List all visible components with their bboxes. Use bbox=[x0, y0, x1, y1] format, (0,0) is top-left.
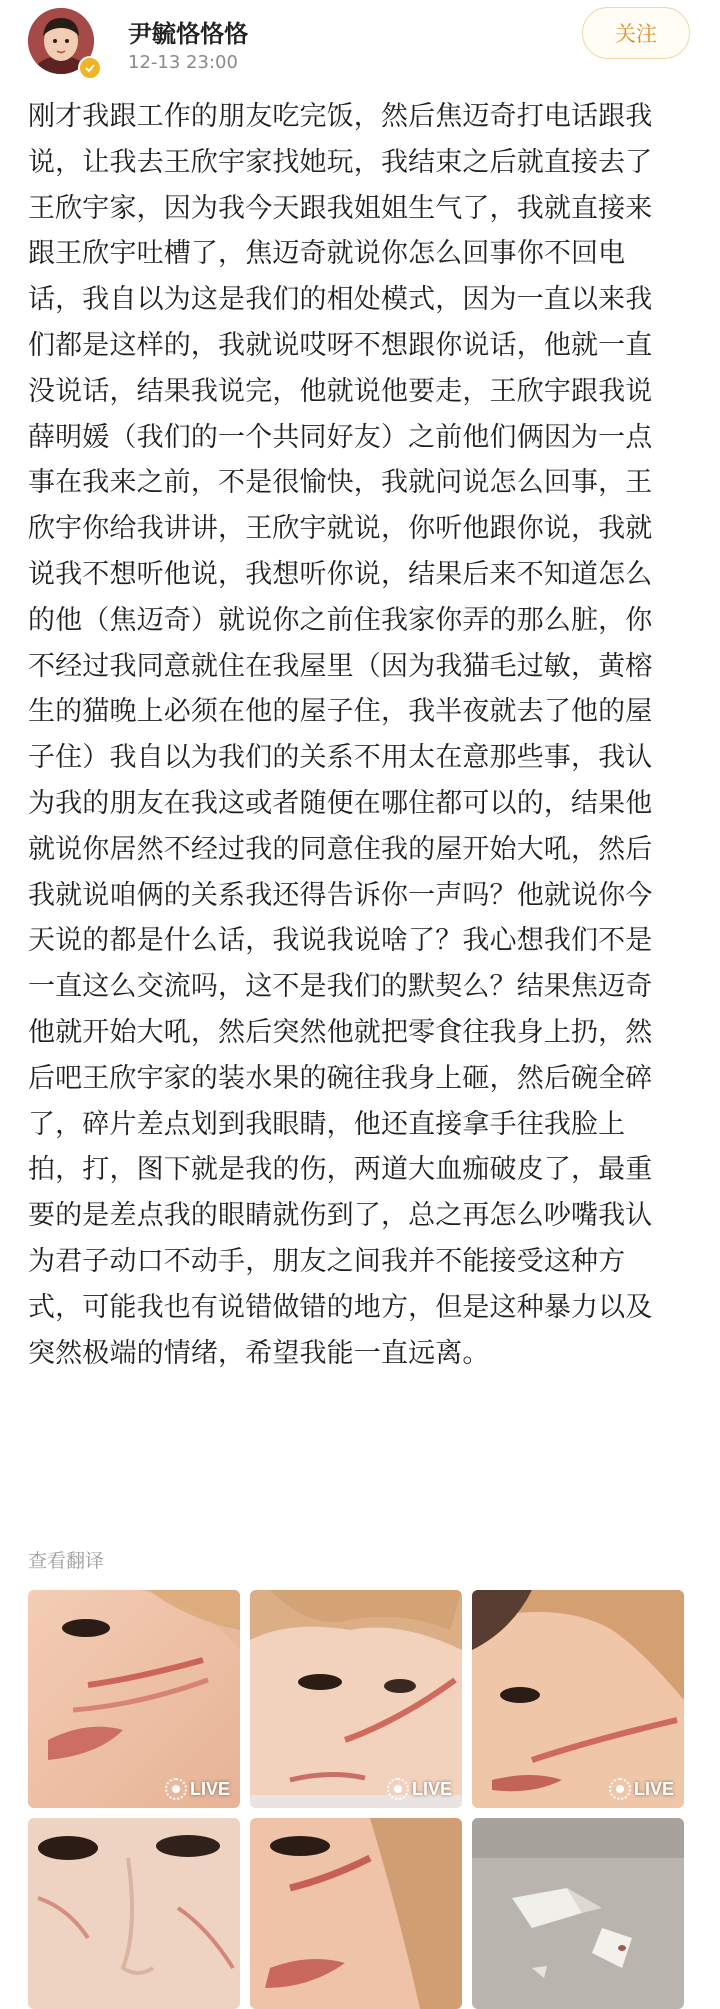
post-line: 薛明媛（我们的一个共同好友）之前他们俩因为一点 bbox=[28, 421, 653, 453]
live-photo-icon bbox=[609, 1778, 631, 1800]
post-line: 说我不想听他说，我想听你说，结果后来不知道怎么 bbox=[28, 558, 653, 590]
live-badge bbox=[387, 1778, 452, 1800]
post-line: 拍，打，图下就是我的伤，两道大血痂破皮了，最重 bbox=[28, 1154, 653, 1186]
live-badge bbox=[609, 1778, 674, 1800]
live-label: LIVE bbox=[633, 1778, 674, 1799]
injured-face-photo bbox=[28, 1818, 240, 2009]
follow-button[interactable]: 关注 bbox=[582, 7, 690, 59]
photo-6[interactable] bbox=[472, 1818, 684, 2009]
photo-2[interactable] bbox=[250, 1590, 462, 1808]
injured-face-photo bbox=[472, 1590, 684, 1808]
post-line: 就说你居然不经过我的同意住我的屋开始大吼，然后 bbox=[28, 833, 653, 865]
username[interactable]: 尹毓恪恪恪 bbox=[128, 20, 248, 48]
post-line: 要的是差点我的眼睛就伤到了，总之再怎么吵嘴我认 bbox=[28, 1200, 653, 1232]
photo-3[interactable] bbox=[472, 1590, 684, 1808]
post-line: 没说话，结果我说完，他就说他要走，王欣宇跟我说 bbox=[28, 375, 653, 407]
post-line: 突然极端的情绪，希望我能一直远离。 bbox=[28, 1337, 490, 1369]
post-line: 天说的都是什么话，我说我说啥了？我心想我们不是 bbox=[28, 925, 653, 957]
post-header bbox=[0, 0, 720, 82]
post-timestamp: 12-13 23:00 bbox=[128, 52, 238, 73]
photo-4[interactable] bbox=[28, 1818, 240, 2009]
injured-face-photo bbox=[250, 1818, 462, 2009]
post-line: 一直这么交流吗，这不是我们的默契么？结果焦迈奇 bbox=[28, 971, 653, 1003]
post-line: 的他（焦迈奇）就说你之前住我家你弄的那么脏，你 bbox=[28, 604, 653, 636]
post-line: 我就说咱俩的关系我还得告诉你一声吗？他就说你今 bbox=[28, 879, 653, 911]
post-line: 为我的朋友在我这或者随便在哪住都可以的，结果他 bbox=[28, 787, 653, 819]
photo-5[interactable] bbox=[250, 1818, 462, 2009]
post-line: 生的猫晚上必须在他的屋子住，我半夜就去了他的屋 bbox=[28, 696, 653, 728]
live-label: LIVE bbox=[189, 1778, 230, 1799]
verified-badge-icon bbox=[78, 56, 102, 80]
broken-bowl-photo bbox=[472, 1818, 684, 2009]
post-line: 跟王欣宇吐槽了，焦迈奇就说你怎么回事你不回电 bbox=[28, 238, 626, 270]
post-line: 们都是这样的，我就说哎呀不想跟你说话，他就一直 bbox=[28, 329, 653, 361]
view-translation-link[interactable]: 查看翻译 bbox=[28, 1550, 105, 1572]
post-line: 刚才我跟工作的朋友吃完饭，然后焦迈奇打电话跟我 bbox=[28, 101, 653, 132]
post-line: 后吧王欣宇家的装水果的碗往我身上砸，然后碗全碎 bbox=[28, 1062, 653, 1094]
live-badge bbox=[165, 1778, 230, 1800]
post-line: 王欣宇家，因为我今天跟我姐姐生气了，我就直接来 bbox=[28, 192, 653, 224]
post-line: 不经过我同意就住在我屋里（因为我猫毛过敏，黄榕 bbox=[28, 650, 653, 682]
injured-face-photo bbox=[28, 1590, 240, 1808]
post-line: 子住）我自以为我们的关系不用太在意那些事，我认 bbox=[28, 742, 653, 774]
post-line: 了，碎片差点划到我眼睛，他还直接拿手往我脸上 bbox=[28, 1108, 626, 1140]
post-line: 说，让我去王欣宇家找她玩，我结束之后就直接去了 bbox=[28, 146, 653, 178]
post-line: 式，可能我也有说错做错的地方，但是这种暴力以及 bbox=[28, 1291, 653, 1323]
post-line: 欣宇你给我讲讲，王欣宇就说，你听他跟你说，我就 bbox=[28, 513, 653, 545]
post-line: 话，我自以为这是我们的相处模式，因为一直以来我 bbox=[28, 284, 653, 316]
photo-1[interactable] bbox=[28, 1590, 240, 1808]
live-label: LIVE bbox=[411, 1778, 452, 1799]
post-body-text bbox=[28, 94, 698, 1376]
post-line: 为君子动口不动手，朋友之间我并不能接受这种方 bbox=[28, 1245, 626, 1277]
live-photo-icon bbox=[387, 1778, 409, 1800]
post-line: 事在我来之前，不是很愉快，我就问说怎么回事，王 bbox=[28, 467, 653, 499]
live-photo-icon bbox=[165, 1778, 187, 1800]
injured-face-photo bbox=[250, 1590, 462, 1808]
post-line: 他就开始大吼，然后突然他就把零食往我身上扔，然 bbox=[28, 1016, 653, 1048]
